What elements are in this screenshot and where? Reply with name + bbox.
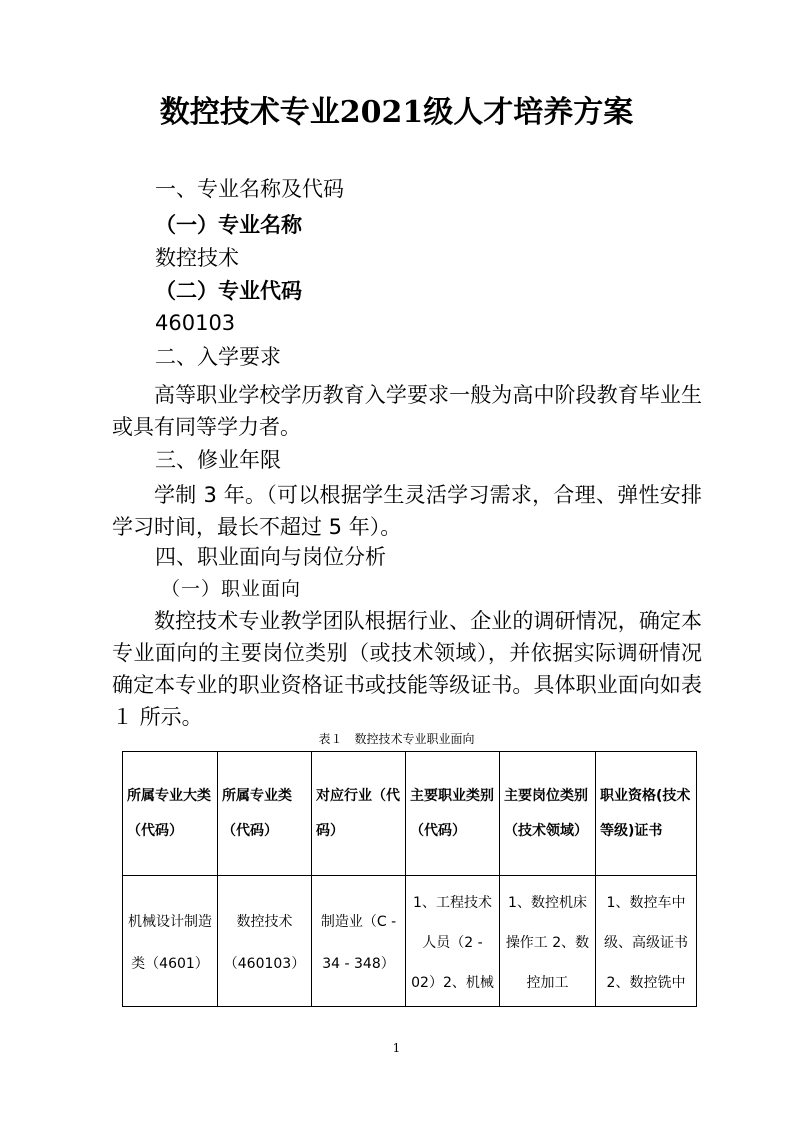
table-cell: 1、数控机床操作工 2、数控加工 [500, 876, 596, 1007]
table-header-cell: 主要岗位类别（技术领域） [500, 752, 596, 876]
table-header-cell: 主要职业类别（代码） [406, 752, 500, 876]
subsection-heading-career: （一）职业面向 [161, 578, 302, 600]
career-table [122, 751, 697, 1007]
document-title: 数控技术专业2021级人才培养方案 [159, 95, 634, 130]
page-number: 1 [392, 1041, 401, 1055]
table-header-row [123, 752, 697, 876]
subsection-heading-major-name: （一）专业名称 [155, 213, 302, 237]
table-cell: 制造业（C - 34 - 348） [312, 876, 406, 1007]
section-heading-2: 二、入学要求 [155, 345, 281, 369]
table-header-cell: 职业资格(技术等级)证书 [596, 752, 697, 876]
table-cell: 机械设计制造类（4601） [123, 876, 218, 1007]
table-header-cell: 对应行业（代码） [312, 752, 406, 876]
table-row [123, 876, 697, 1007]
admission-paragraph: 高等职业学校学历教育入学要求一般为高中阶段教育毕业生或具有同等学力者。 [112, 383, 702, 439]
section-heading-4: 四、职业面向与岗位分析 [155, 545, 386, 569]
subsection-heading-major-code: （二）专业代码 [155, 279, 302, 303]
section-heading-1: 一、专业名称及代码 [155, 177, 344, 201]
table-header-cell: 所属专业类（代码） [218, 752, 312, 876]
section-heading-3: 三、修业年限 [155, 448, 281, 472]
career-paragraph: 数控技术专业教学团队根据行业、企业的调研情况，确定本专业面向的主要岗位类别（或技术领域），并依据实际调研情况确定本专业的职业资格证书或技能等级证书。具体职业面向如表１ 所示。 [112, 609, 702, 729]
table-cell: 1、工程技术人员（2 - 02）2、机械 [406, 876, 500, 1007]
major-code-value: 460103 [155, 311, 236, 335]
table-cell: 数控技术（460103） [218, 876, 312, 1007]
major-name-value: 数控技术 [155, 246, 239, 270]
table-cell: 1、数控车中级、高级证书 2、数控铣中 [596, 876, 697, 1007]
table-caption: 表１ 数控技术专业职业面向 [318, 732, 475, 746]
table-header-cell: 所属专业大类（代码） [123, 752, 218, 876]
duration-paragraph: 学制 3 年。（可以根据学生灵活学习需求，合理、弹性安排学习时间，最长不超过 5 年）。 [112, 483, 702, 539]
